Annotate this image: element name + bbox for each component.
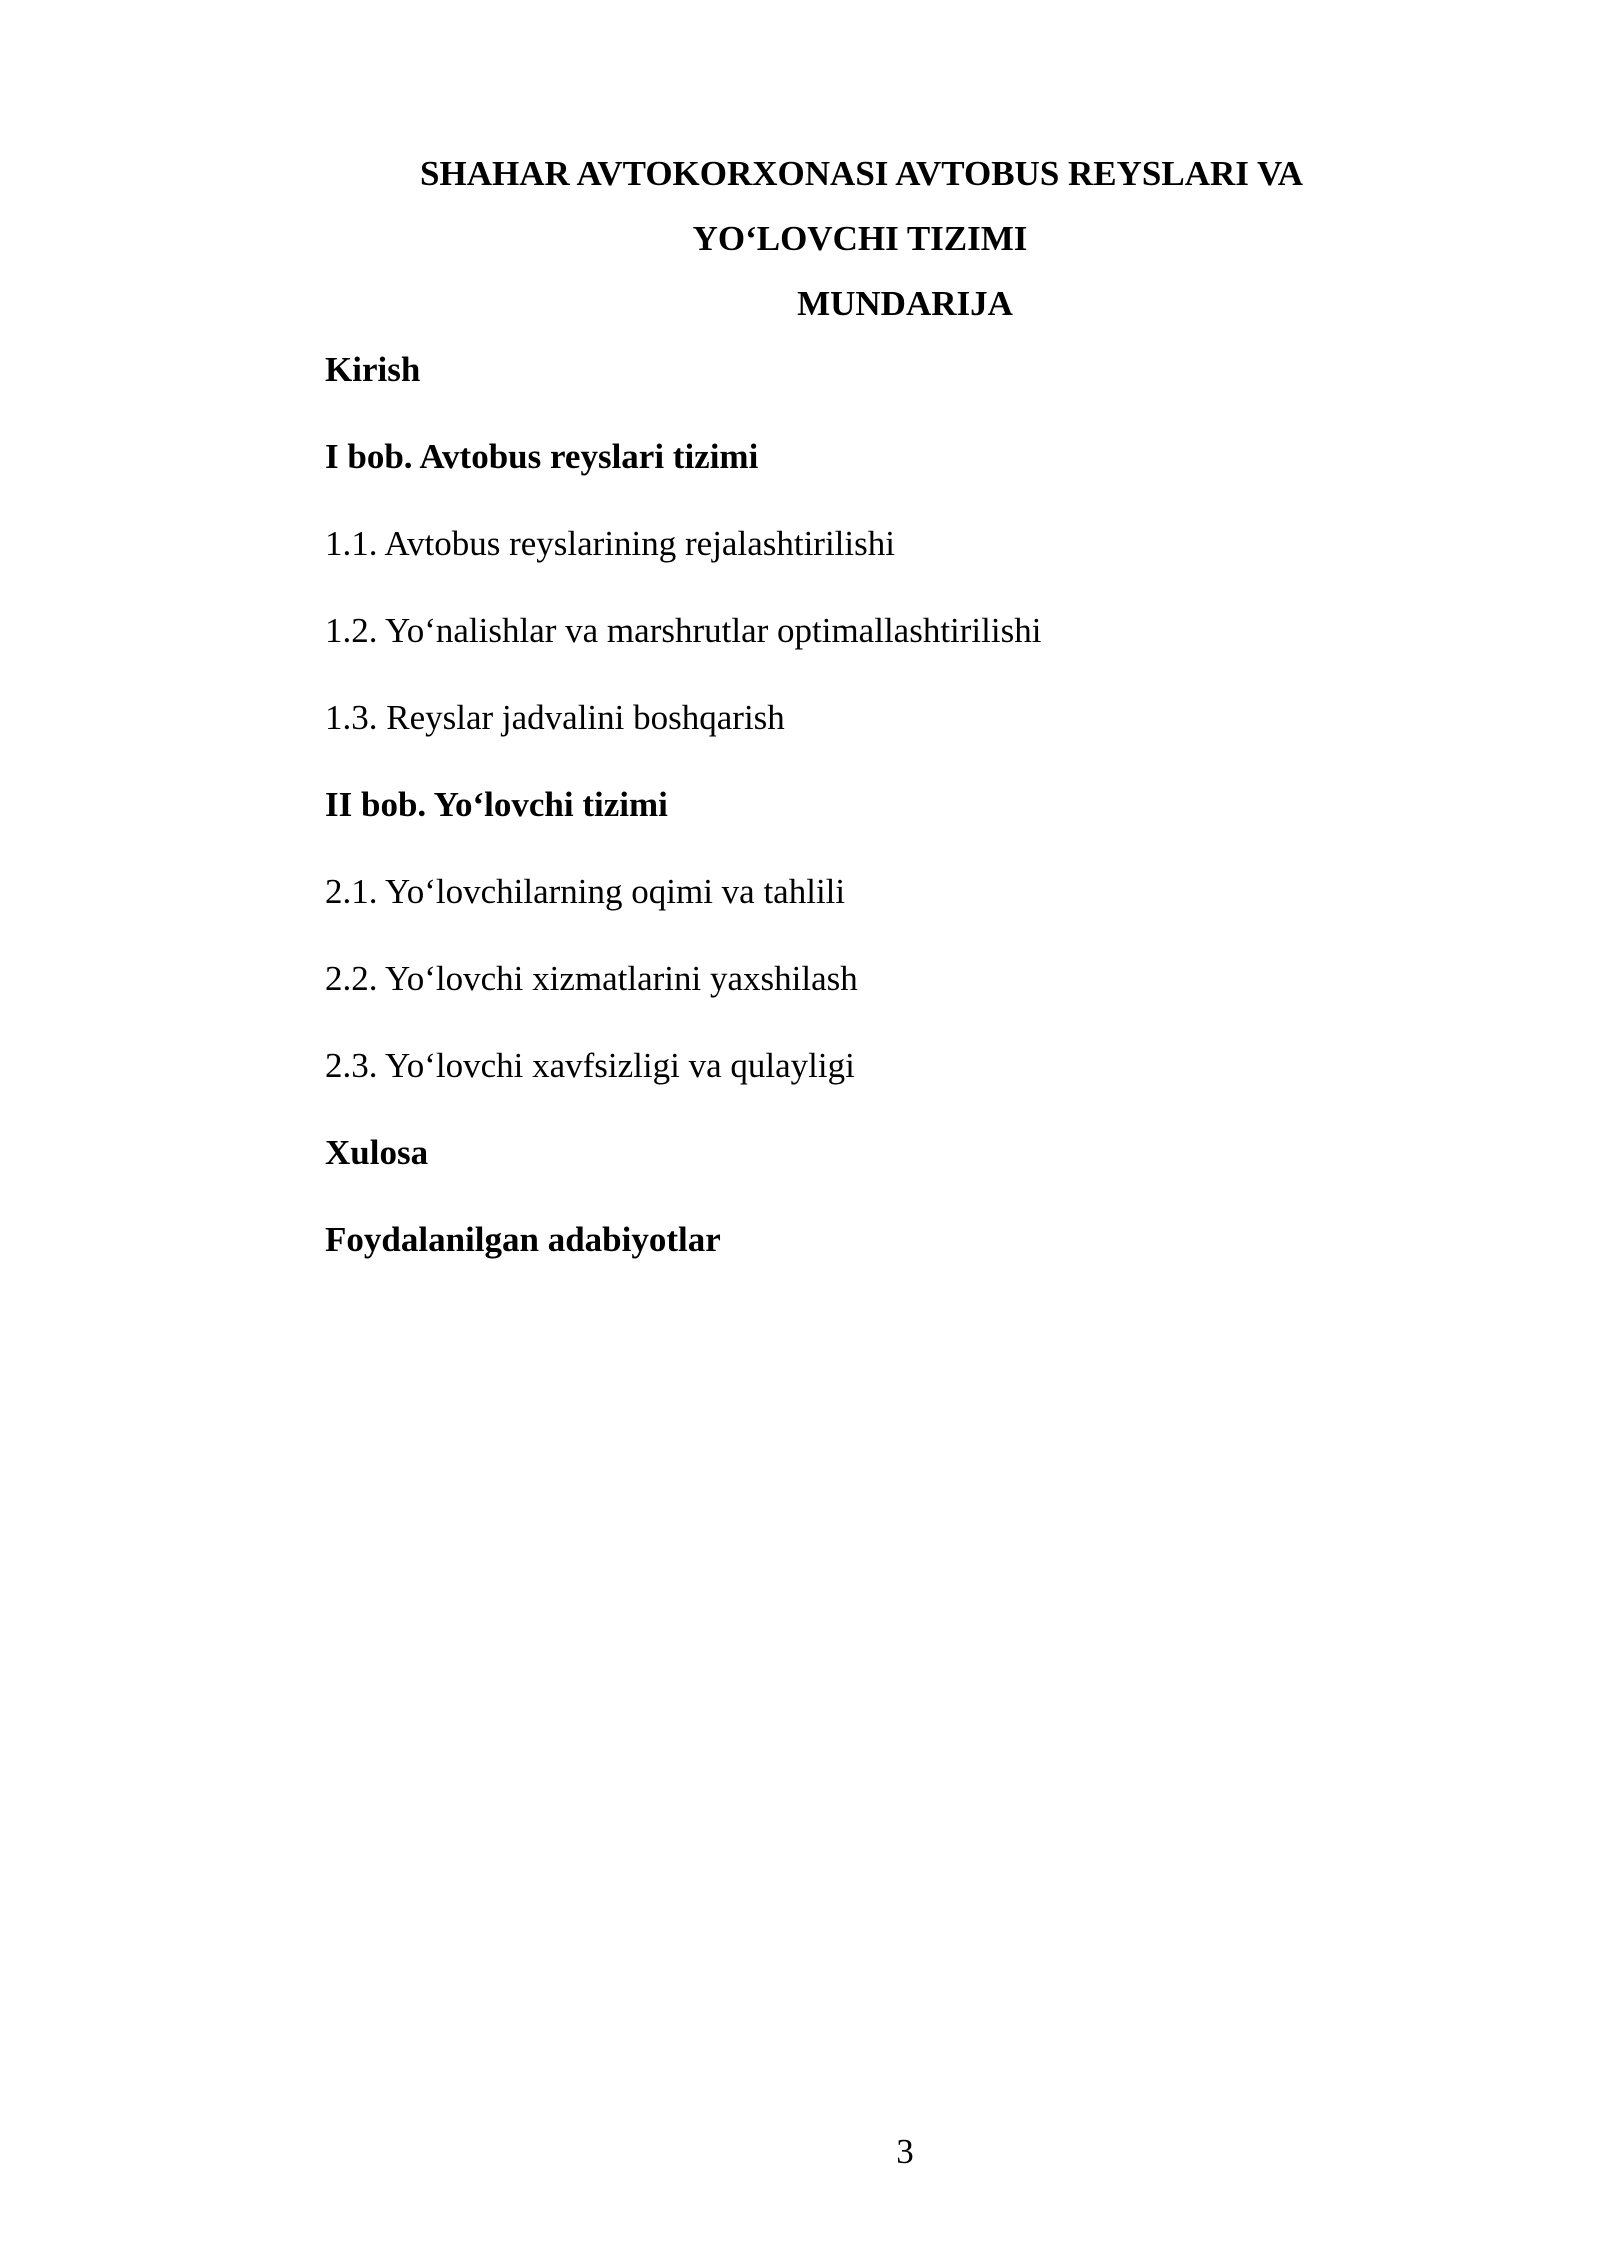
- toc-item-section-1-1: 1.1. Avtobus reyslarining rejalashtirilishi: [325, 524, 895, 563]
- toc-item-section-1-3: 1.3. Reyslar jadvalini boshqarish: [325, 698, 785, 737]
- toc-item-references: Foydalanilgan adabiyotlar: [325, 1220, 721, 1259]
- toc-heading: MUNDARIJA: [797, 284, 1013, 323]
- toc-item-introduction: Kirish: [325, 350, 421, 389]
- toc-item-chapter-1: I bob. Avtobus reyslari tizimi: [325, 437, 759, 476]
- page-number: 3: [896, 2132, 914, 2171]
- toc-item-section-2-2: 2.2. Yo‘lovchi xizmatlarini yaxshilash: [325, 959, 858, 998]
- table-of-contents: [325, 346, 1425, 1303]
- document-title-line-1: SHAHAR AVTOKORXONASI AVTOBUS REYSLARI VA: [420, 154, 1304, 193]
- toc-item-conclusion: Xulosa: [325, 1133, 429, 1172]
- toc-item-section-1-2: 1.2. Yo‘nalishlar va marshrutlar optimallashtirilishi: [325, 611, 1042, 650]
- toc-item-section-2-3: 2.3. Yo‘lovchi xavfsizligi va qulayligi: [325, 1046, 855, 1085]
- document-title-line-2: YO‘LOVCHI TIZIMI: [692, 219, 1028, 258]
- toc-item-section-2-1: 2.1. Yo‘lovchilarning oqimi va tahlili: [325, 872, 846, 911]
- toc-item-chapter-2: II bob. Yo‘lovchi tizimi: [325, 785, 668, 824]
